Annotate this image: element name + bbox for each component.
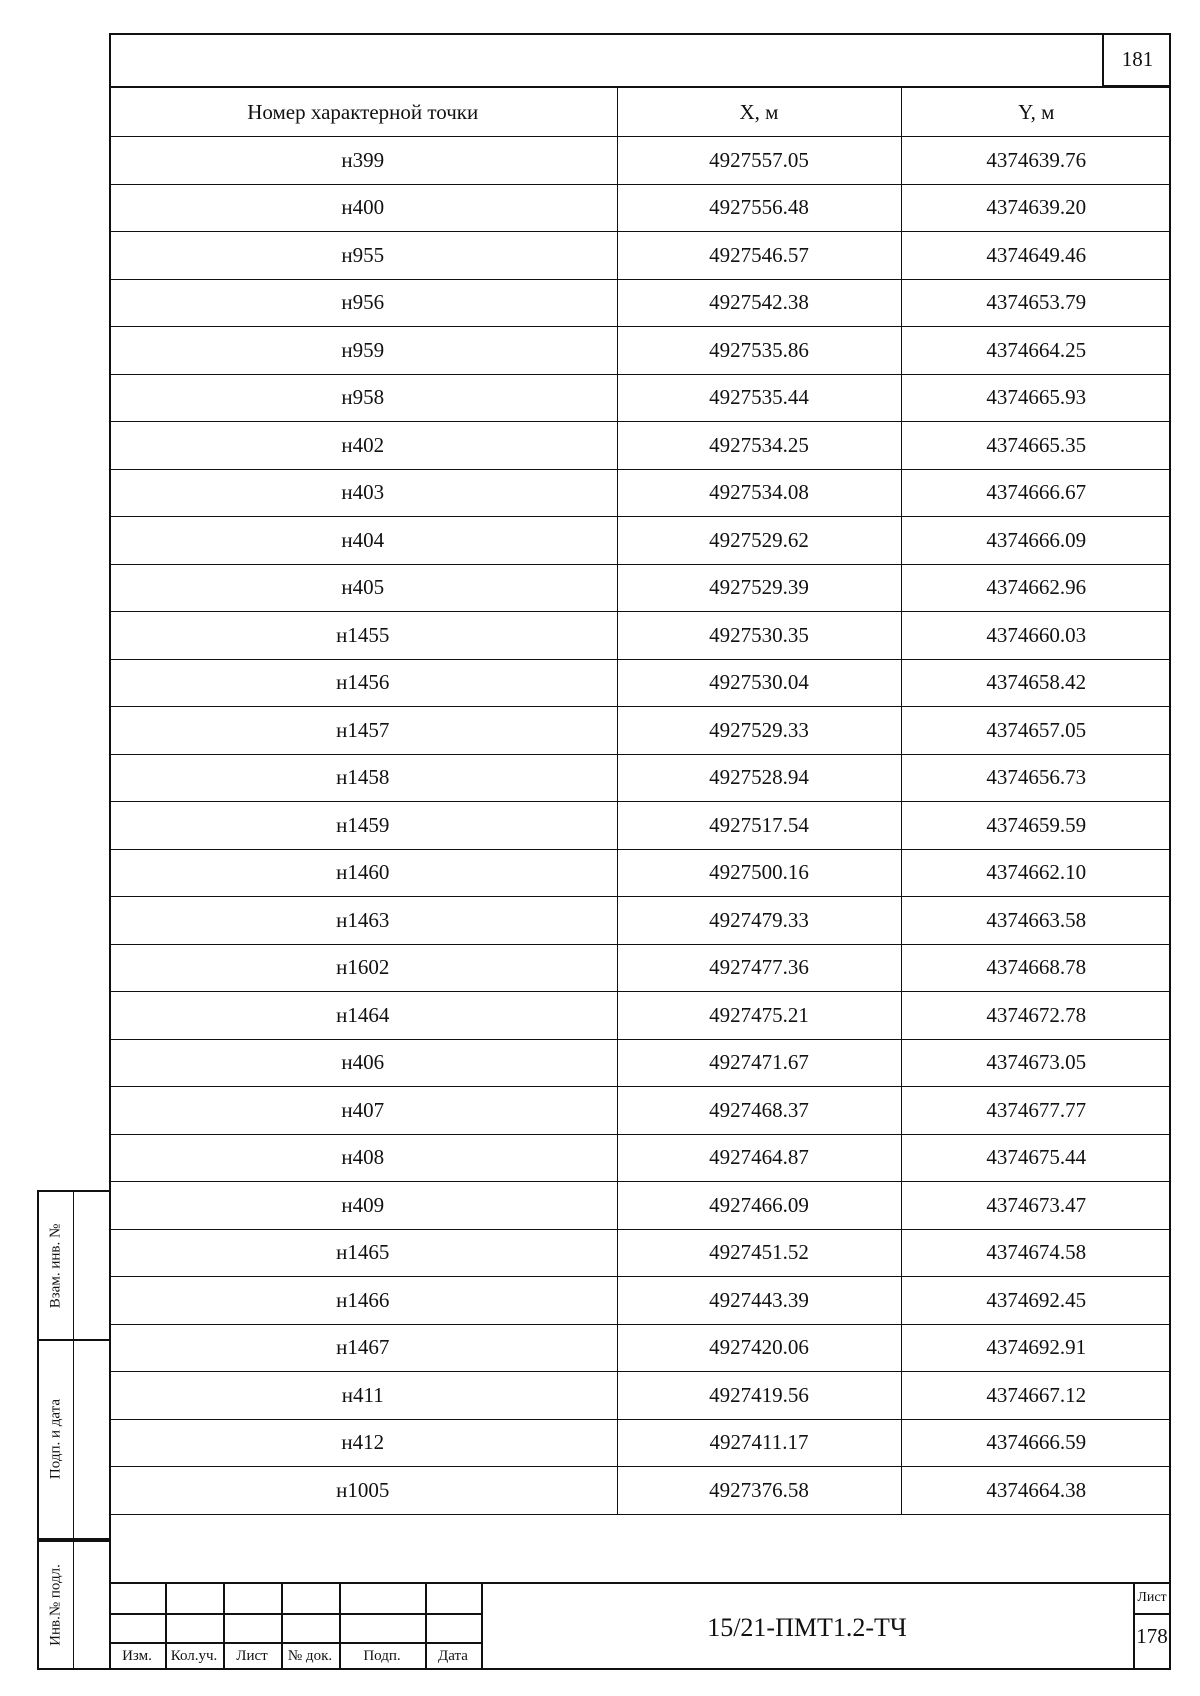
title-block [109, 1582, 1171, 1670]
cell-x: 4927542.38 [617, 279, 901, 327]
cell-point-number: н412 [109, 1419, 617, 1467]
cell-point-number: н1456 [109, 659, 617, 707]
cell-x: 4927528.94 [617, 754, 901, 802]
cell-x: 4927477.36 [617, 944, 901, 992]
cell-y: 4374668.78 [901, 944, 1171, 992]
cell-x: 4927529.62 [617, 517, 901, 565]
cell-x: 4927534.25 [617, 422, 901, 470]
table-row [109, 137, 1171, 185]
cell-y: 4374639.76 [901, 137, 1171, 185]
cell-y: 4374662.10 [901, 849, 1171, 897]
coordinates-table [109, 88, 1171, 1515]
cell-y: 4374639.20 [901, 184, 1171, 232]
cell-y: 4374657.05 [901, 707, 1171, 755]
table-row [109, 1324, 1171, 1372]
cell-point-number: н402 [109, 422, 617, 470]
table-row [109, 849, 1171, 897]
cell-point-number: н1455 [109, 612, 617, 660]
table-row [109, 374, 1171, 422]
cell-y: 4374677.77 [901, 1087, 1171, 1135]
cell-x: 4927535.86 [617, 327, 901, 375]
table-row [109, 992, 1171, 1040]
col-list: Лист [236, 1648, 268, 1664]
table-row [109, 422, 1171, 470]
table-row [109, 1277, 1171, 1325]
cell-x: 4927464.87 [617, 1134, 901, 1182]
cell-point-number: н406 [109, 1039, 617, 1087]
col-kol-uch: Кол.уч. [170, 1648, 218, 1664]
cell-point-number: н1466 [109, 1277, 617, 1325]
cell-y: 4374665.93 [901, 374, 1171, 422]
cell-y: 4374659.59 [901, 802, 1171, 850]
cell-point-number: н405 [109, 564, 617, 612]
table-row [109, 1087, 1171, 1135]
header-x: X, м [617, 88, 901, 137]
cell-y: 4374673.47 [901, 1182, 1171, 1230]
cell-y: 4374660.03 [901, 612, 1171, 660]
cell-point-number: н407 [109, 1087, 617, 1135]
cell-point-number: н1457 [109, 707, 617, 755]
sheet-label: Лист [1137, 1590, 1167, 1605]
sheet-number: 178 [1136, 1624, 1168, 1648]
cell-y: 4374656.73 [901, 754, 1171, 802]
cell-point-number: н399 [109, 137, 617, 185]
cell-y: 4374664.25 [901, 327, 1171, 375]
cell-point-number: н1463 [109, 897, 617, 945]
cell-x: 4927546.57 [617, 232, 901, 280]
cell-x: 4927517.54 [617, 802, 901, 850]
col-podp: Подп. [363, 1648, 401, 1664]
table-row [109, 232, 1171, 280]
cell-point-number: н1005 [109, 1467, 617, 1515]
cell-x: 4927557.05 [617, 137, 901, 185]
cell-point-number: н403 [109, 469, 617, 517]
col-data: Дата [438, 1648, 468, 1664]
side-label-podp-data: Подп. и дата [47, 1398, 64, 1479]
cell-y: 4374653.79 [901, 279, 1171, 327]
cell-x: 4927530.04 [617, 659, 901, 707]
side-stamp-vzam-inv [37, 1190, 109, 1341]
cell-point-number: н1464 [109, 992, 617, 1040]
table-row [109, 469, 1171, 517]
cell-point-number: н408 [109, 1134, 617, 1182]
cell-point-number: н404 [109, 517, 617, 565]
header-y: Y, м [901, 88, 1171, 137]
table-row [109, 1372, 1171, 1420]
cell-y: 4374662.96 [901, 564, 1171, 612]
cell-point-number: н400 [109, 184, 617, 232]
cell-y: 4374664.38 [901, 1467, 1171, 1515]
cell-x: 4927529.33 [617, 707, 901, 755]
table-header-row [109, 88, 1171, 137]
page-number-top: 181 [1102, 33, 1171, 87]
table-row [109, 517, 1171, 565]
cell-point-number: н956 [109, 279, 617, 327]
cell-x: 4927530.35 [617, 612, 901, 660]
table-row [109, 184, 1171, 232]
cell-y: 4374666.59 [901, 1419, 1171, 1467]
cell-x: 4927534.08 [617, 469, 901, 517]
table-row [109, 897, 1171, 945]
cell-y: 4374666.09 [901, 517, 1171, 565]
table-row [109, 659, 1171, 707]
cell-x: 4927443.39 [617, 1277, 901, 1325]
cell-x: 4927451.52 [617, 1229, 901, 1277]
table-row [109, 1467, 1171, 1515]
table-row [109, 1419, 1171, 1467]
cell-y: 4374663.58 [901, 897, 1171, 945]
cell-y: 4374666.67 [901, 469, 1171, 517]
table-row [109, 707, 1171, 755]
table-row [109, 1134, 1171, 1182]
cell-x: 4927556.48 [617, 184, 901, 232]
cell-y: 4374673.05 [901, 1039, 1171, 1087]
cell-x: 4927466.09 [617, 1182, 901, 1230]
cell-y: 4374692.45 [901, 1277, 1171, 1325]
header-point-number: Номер характерной точки [109, 88, 617, 137]
cell-y: 4374692.91 [901, 1324, 1171, 1372]
table-row [109, 564, 1171, 612]
side-label-inv-podl: Инв.№ подл. [47, 1564, 64, 1646]
table-row [109, 1182, 1171, 1230]
table-row [109, 1039, 1171, 1087]
cell-x: 4927529.39 [617, 564, 901, 612]
cell-x: 4927471.67 [617, 1039, 901, 1087]
cell-point-number: н409 [109, 1182, 617, 1230]
col-doc-number: № док. [287, 1648, 333, 1664]
side-stamp-podp-data [37, 1339, 109, 1540]
cell-y: 4374665.35 [901, 422, 1171, 470]
cell-point-number: н959 [109, 327, 617, 375]
cell-x: 4927475.21 [617, 992, 901, 1040]
cell-y: 4374675.44 [901, 1134, 1171, 1182]
cell-point-number: н955 [109, 232, 617, 280]
cell-point-number: н1467 [109, 1324, 617, 1372]
side-label-vzam-inv: Взам. инв. № [47, 1223, 64, 1308]
cell-y: 4374658.42 [901, 659, 1171, 707]
cell-y: 4374667.12 [901, 1372, 1171, 1420]
cell-x: 4927479.33 [617, 897, 901, 945]
cell-point-number: н1458 [109, 754, 617, 802]
cell-y: 4374649.46 [901, 232, 1171, 280]
cell-y: 4374672.78 [901, 992, 1171, 1040]
cell-x: 4927419.56 [617, 1372, 901, 1420]
table-row [109, 1229, 1171, 1277]
cell-point-number: н411 [109, 1372, 617, 1420]
cell-x: 4927468.37 [617, 1087, 901, 1135]
col-izm: Изм. [122, 1648, 152, 1664]
document-code: 15/21-ПМТ1.2-ТЧ [707, 1613, 907, 1642]
table-row [109, 279, 1171, 327]
cell-point-number: н1465 [109, 1229, 617, 1277]
cell-x: 4927500.16 [617, 849, 901, 897]
table-row [109, 327, 1171, 375]
side-stamp-inv-podl [37, 1540, 109, 1670]
cell-x: 4927376.58 [617, 1467, 901, 1515]
cell-point-number: н1602 [109, 944, 617, 992]
cell-y: 4374674.58 [901, 1229, 1171, 1277]
cell-x: 4927411.17 [617, 1419, 901, 1467]
cell-point-number: н1460 [109, 849, 617, 897]
table-row [109, 802, 1171, 850]
cell-point-number: н1459 [109, 802, 617, 850]
cell-x: 4927420.06 [617, 1324, 901, 1372]
cell-point-number: н958 [109, 374, 617, 422]
cell-x: 4927535.44 [617, 374, 901, 422]
table-row [109, 612, 1171, 660]
table-row [109, 754, 1171, 802]
table-row [109, 944, 1171, 992]
